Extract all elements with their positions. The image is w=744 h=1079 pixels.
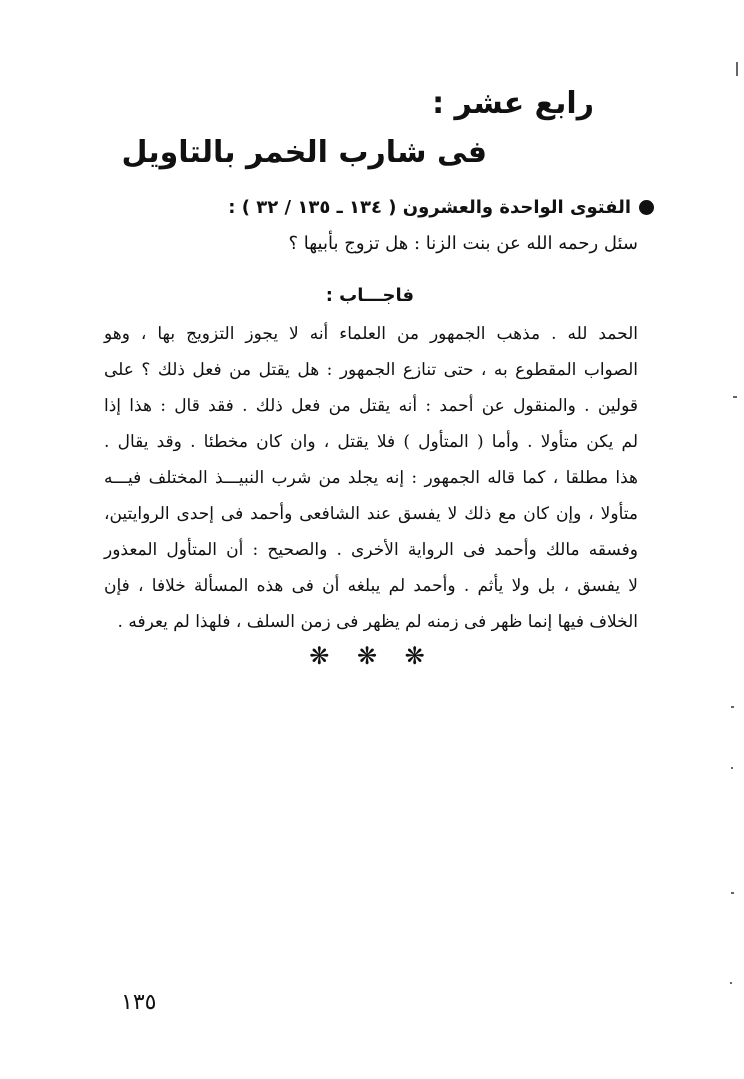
answer-body (104, 316, 638, 640)
fatwa-header (228, 197, 654, 218)
section-separator: ❋ ❋ ❋ (309, 642, 435, 670)
answer-label: فاجـــاب : (325, 285, 414, 306)
scan-mark (736, 62, 738, 76)
scan-mark (731, 767, 733, 769)
scan-mark (731, 892, 734, 894)
body-line: لم يكن متأولا . وأما ( المتأول ) فلا يقتل ، وان كان مخطئا . وقد يقال . (104, 432, 638, 452)
body-line: الحمد لله . مذهب الجمهور من العلماء أنه لا يجوز التزويج بها ، وهو (104, 324, 638, 344)
page-number: ١٣٥ (121, 990, 157, 1015)
body-line: متأولا ، وإن كان مع ذلك لا يفسق عند الشافعى وأحمد فى إحدى الروايتين، (104, 504, 638, 524)
fatwa-header-text: الفتوى الواحدة والعشرون ( ١٣٤ ـ ١٣٥ / ٣٢ ) : (228, 197, 631, 218)
section-heading: رابع عشر : (432, 86, 594, 121)
body-line: الخلاف فيها إنما ظهر فى زمنه لم يظهر فى زمن السلف ، فلهذا لم يعرفه . (117, 612, 638, 632)
scan-mark (733, 396, 737, 398)
section-title: فى شارب الخمر بالتاويل (121, 135, 487, 170)
scan-mark (731, 706, 734, 708)
body-line: الصواب المقطوع به ، حتى تنازع الجمهور : هل يقتل من فعل ذلك ؟ على (104, 360, 638, 380)
question-text: سئل رحمه الله عن بنت الزنا : هل تزوج بأبيها ؟ (288, 233, 638, 254)
body-line: هذا مطلقا ، كما قاله الجمهور : إنه يجلد من شرب النبيـــذ المختلف فيـــه (104, 468, 638, 488)
body-line: لا يفسق ، بل ولا يأثم . وأحمد لم يبلغه أن فى هذه المسألة خلافا ، فإن (104, 576, 638, 596)
scan-mark (730, 982, 732, 984)
body-line: وفسقه مالك وأحمد فى الرواية الأخرى . والصحيح : أن المتأول المعذور (104, 540, 638, 560)
body-line: قولين . والمنقول عن أحمد : أنه يقتل من فعل ذلك . فقد قال : هذا إذا (104, 396, 638, 416)
bullet-icon (639, 200, 654, 215)
